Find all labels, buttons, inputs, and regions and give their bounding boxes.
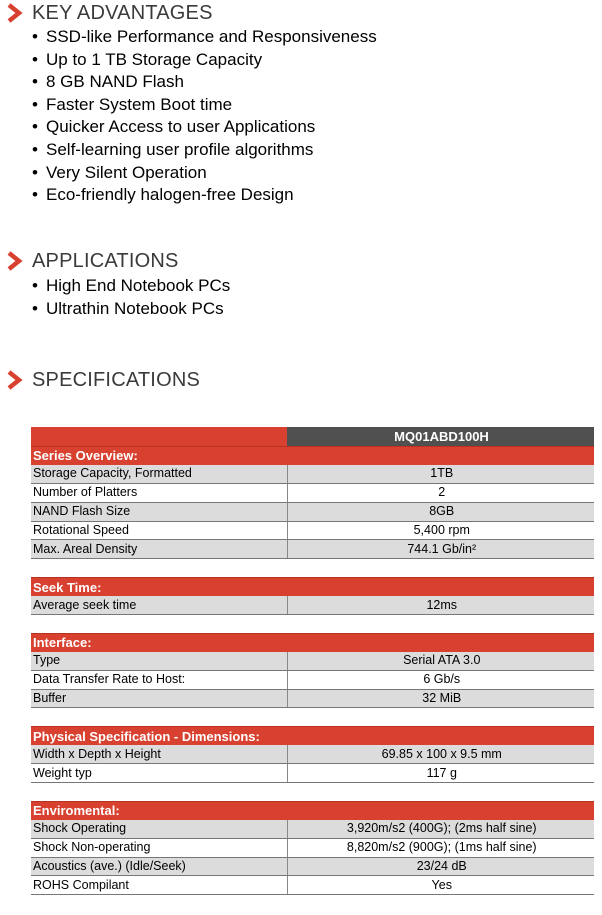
- spec-label: Acoustics (ave.) (Idle/Seek): [31, 857, 287, 876]
- list-item: [32, 162, 377, 185]
- bullet-icon: •: [32, 49, 38, 69]
- list-item: [32, 49, 377, 72]
- spec-label: Shock Non-operating: [31, 838, 287, 857]
- list-item-text: Ultrathin Notebook PCs: [46, 298, 224, 318]
- spec-value: 23/24 dB: [287, 857, 594, 876]
- bullet-icon: •: [32, 117, 38, 137]
- table-row: [31, 670, 594, 689]
- spec-group-title: Physical Specification - Dimensions:: [31, 727, 594, 745]
- spec-value: 117 g: [287, 764, 594, 783]
- table-row: [31, 483, 594, 502]
- spec-value: Serial ATA 3.0: [287, 652, 594, 670]
- spec-value: 744.1 Gb/in²: [287, 540, 594, 559]
- specifications-heading: [4, 367, 200, 393]
- header-blank-cell: [31, 427, 287, 447]
- spec-value: 32 MiB: [287, 689, 594, 708]
- list-item-text: Very Silent Operation: [46, 162, 207, 182]
- bullet-icon: •: [32, 139, 38, 159]
- list-item-text: Self-learning user profile algorithms: [46, 139, 314, 159]
- list-item: [32, 94, 377, 117]
- table-row: [31, 540, 594, 559]
- spec-label: Number of Platters: [31, 483, 287, 502]
- model-header: MQ01ABD100H: [287, 427, 594, 447]
- spec-group-header: [31, 801, 594, 819]
- spec-value: 69.85 x 100 x 9.5 mm: [287, 745, 594, 763]
- spec-value: Yes: [287, 876, 594, 895]
- table-row: [31, 689, 594, 708]
- table-row: [31, 820, 594, 838]
- table-row: [31, 857, 594, 876]
- bullet-icon: •: [32, 94, 38, 114]
- spec-value: 8GB: [287, 502, 594, 521]
- key-advantages-list: [32, 26, 377, 207]
- spec-value: 8,820m/s2 (900G); (1ms half sine): [287, 838, 594, 857]
- bullet-icon: •: [32, 298, 38, 318]
- list-item: [32, 116, 377, 139]
- table-row: [31, 652, 594, 670]
- spec-value: 6 Gb/s: [287, 670, 594, 689]
- list-item-text: Quicker Access to user Applications: [46, 117, 316, 137]
- list-item-text: High End Notebook PCs: [46, 276, 231, 295]
- bullet-icon: •: [32, 185, 38, 205]
- spec-group-header: [31, 633, 594, 651]
- spec-group-title: Seek Time:: [31, 578, 594, 596]
- spec-label: Buffer: [31, 689, 287, 708]
- bullet-icon: •: [32, 72, 38, 92]
- spec-value: 1TB: [287, 465, 594, 483]
- spec-group-title: Series Overview:: [31, 447, 594, 465]
- chevron-right-icon: [4, 250, 26, 272]
- list-item: [32, 71, 377, 94]
- spec-label: Storage Capacity, Formatted: [31, 465, 287, 483]
- group-spacer: [31, 783, 594, 802]
- spec-label: ROHS Compilant: [31, 876, 287, 895]
- key-advantages-heading: [4, 0, 213, 26]
- spec-group-title: Interface:: [31, 633, 594, 651]
- table-row: [31, 521, 594, 540]
- list-item: [32, 298, 230, 321]
- group-spacer: [31, 559, 594, 578]
- spec-group-title: Enviromental:: [31, 801, 594, 819]
- specifications-table: [31, 427, 594, 895]
- chevron-right-icon: [4, 369, 26, 391]
- spec-label: NAND Flash Size: [31, 502, 287, 521]
- spec-value: 3,920m/s2 (400G); (2ms half sine): [287, 820, 594, 838]
- spec-group-header: [31, 578, 594, 596]
- applications-list: [32, 275, 230, 320]
- spec-value: 2: [287, 483, 594, 502]
- list-item: [32, 139, 377, 162]
- table-header-row: [31, 427, 594, 447]
- bullet-icon: •: [32, 27, 38, 46]
- table-row: [31, 764, 594, 783]
- spec-label: Rotational Speed: [31, 521, 287, 540]
- spec-value: 12ms: [287, 596, 594, 614]
- spec-group-header: [31, 727, 594, 745]
- spec-group-header: [31, 447, 594, 465]
- list-item-text: SSD-like Performance and Responsiveness: [46, 27, 377, 46]
- applications-heading: [4, 248, 179, 274]
- group-spacer: [31, 615, 594, 634]
- group-spacer: [31, 708, 594, 727]
- list-item-text: 8 GB NAND Flash: [46, 72, 184, 92]
- table-row: [31, 465, 594, 483]
- section-title: KEY ADVANTAGES: [32, 1, 213, 24]
- bullet-icon: •: [32, 276, 38, 295]
- table-row: [31, 745, 594, 763]
- spec-label: Max. Areal Density: [31, 540, 287, 559]
- section-title: APPLICATIONS: [32, 249, 179, 272]
- bullet-icon: •: [32, 162, 38, 182]
- list-item: [32, 184, 377, 207]
- spec-label: Shock Operating: [31, 820, 287, 838]
- spec-label: Type: [31, 652, 287, 670]
- list-item-text: Faster System Boot time: [46, 94, 233, 114]
- list-item-text: Eco-friendly halogen-free Design: [46, 185, 294, 205]
- chevron-right-icon: [4, 2, 26, 24]
- section-title: SPECIFICATIONS: [32, 368, 201, 391]
- list-item-text: Up to 1 TB Storage Capacity: [46, 49, 263, 69]
- table-row: [31, 502, 594, 521]
- spec-label: Data Transfer Rate to Host:: [31, 670, 287, 689]
- table-row: [31, 876, 594, 895]
- spec-label: Average seek time: [31, 596, 287, 614]
- spec-label: Weight typ: [31, 764, 287, 783]
- list-item: [32, 26, 377, 49]
- spec-value: 5,400 rpm: [287, 521, 594, 540]
- table-row: [31, 596, 594, 614]
- spec-label: Width x Depth x Height: [31, 745, 287, 763]
- list-item: [32, 275, 230, 298]
- table-row: [31, 838, 594, 857]
